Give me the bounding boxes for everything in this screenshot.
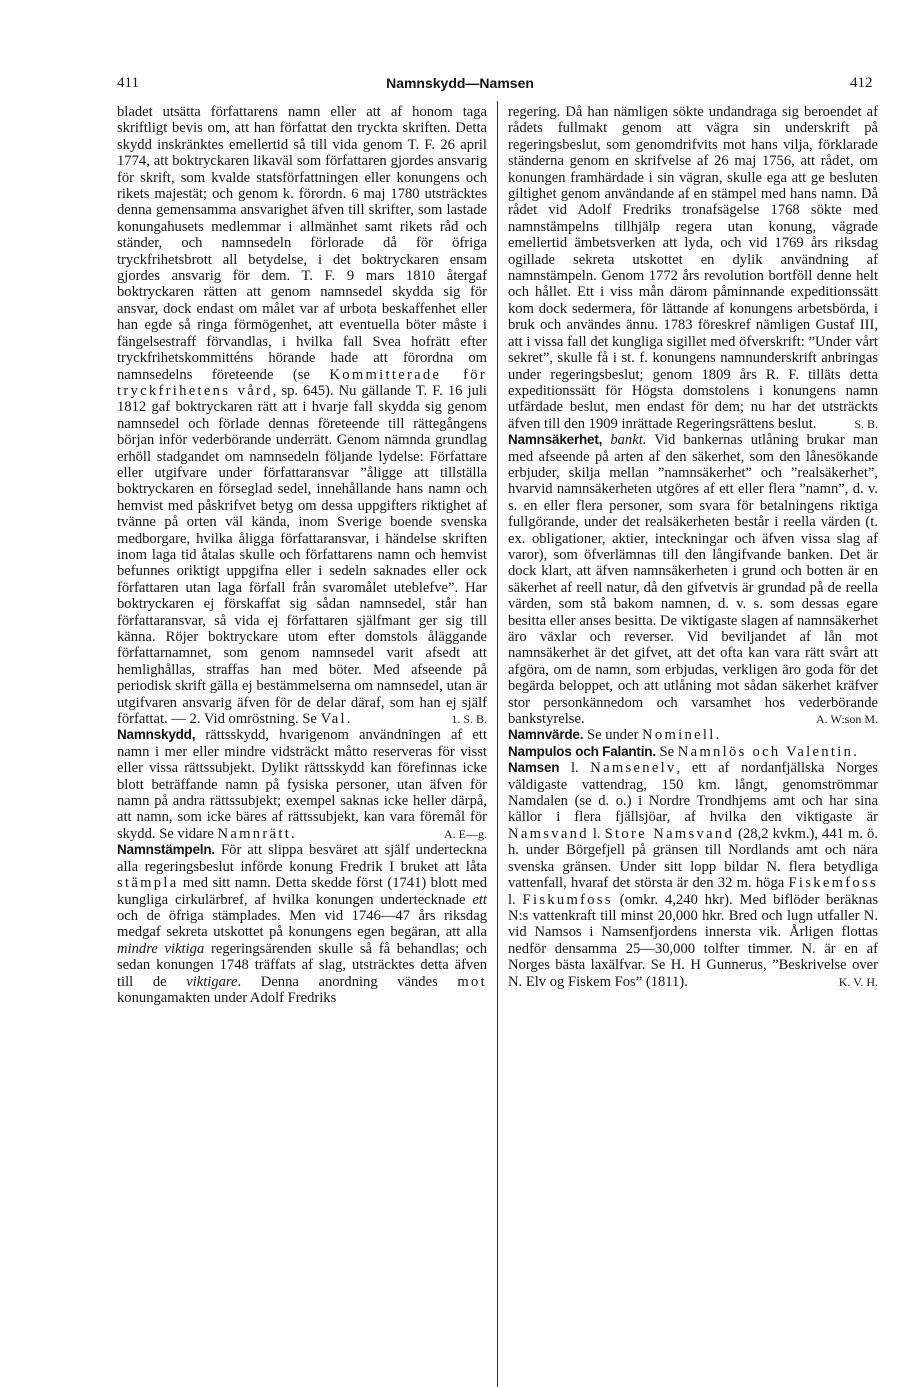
- entry-namnsedel-continued: bladet utsätta författarens namn eller att af honom taga skriftligt bevis om, att han författat den tryckta skriften. Detta skydd inskränktes emellertid så till vida genom T. F. 26 april 1774, att boktryckaren likaväl som författaren gjordes ansvarig för skrift, som kvalde statsförfattningen eller konungens och rikets majestät; och genom k. förordn. 6 maj 1780 utsträcktes denna gemensamma ansvarighet äfven till skrifter, som lastade konungahusets medlemmar i allmänhet samt rikets råd och ständer, och namnsedeln förlorade då för öfriga tryckfrihetsbrott all betydelse, i det boktryckaren ensam gjordes ansvarig för dem. T. F. 9 mars 1810 återgaf boktryckaren rätten att genom namnsedel skydda sig för ansvar, dock endast om målet var af urbota beskaffenhet eller han egde så ringa förmögenhet, att eventuella böter måste i fängelsestraff förvandlas, i hvilka fall Svea hofrätt efter tryckfrihetskommitténs hörande hade att förordna om namnsedelns företeende (se Kommitterade för tryckfrihetens vård, sp. 645). Nu gällande T. F. 16 juli 1812 gaf boktryckaren rätt att i hvarje fall skydda sig genom namnsedel och förlade dennas företeende till rättegångens början inför vederbörande underrätt. Genom nämnda grundlag erhöll stadgandet om namnsedeln följande lydelse: Författare eller utgifvare under författaransvar ”åligge att tillställa boktryckaren en förseglad sedel, innehållande hans namn och hemvist med påskrifvet betyg om dessa uppgifters riktighet af tvänne på orten väl kända, inom Sverige boende svenska medborgare, hvilka åligga författaransvar, i händelse skriften inom laga tid åtalas skulle och författarens namn och hemvist befunnes oriktigt uppgifna eller i sedeln saknades eller ock författaren utan laga förfall från svaromålet uteblefve”. Har boktryckaren ej förskaffat sig sådan namnsedel, står han författaransvar, så vida ej författaren själfmant ger sig till känna. Röjer boktryckare utom efter domstols åläggande författarnamnet, som genom namnsedel varit afsedt att hemlighållas, straffas han med böter. Med afseende på periodisk skrift gälla ej bestämmelserna om namnsedel, utan är utgifvaren ansvarig äfven för de delar däraf, som han ej själf författat. — 2. Vid omröstning. Se Val. 1. S. B.: [117, 104, 487, 728]
- left-column: [117, 104, 487, 1006]
- entry-namnstampeln-continued: regering. Då han nämligen sökte undandraga sig beroendet af rådets fullmakt genom att vägra sin underskrift på regeringsbeslut, som genomdrifvits mot hans vilja, förklarade ständerna genom en skrifvelse af 26 maj 1756, att rådet, om konungen framhärdade i sin vägran, skulle ega att ge besluten giltighet genom användande af en stämpel med hans namn. Då rådet vid Adolf Fredriks tronafsägelse 1768 sökte med namnstämpelns tillhjälp regera utan konung, vägrade emellertid ämbetsverken att lyda, och vid 1769 års riksdag ogillade sekreta utskottet en dylik användning af namnstämpeln. Genom 1772 års revolution bortföll denne helt och hållet. Ett i viss mån därom påminnande expeditionssätt kom dock sedermera, för lättande af konungens arbetsbörda, i bruk och användes ännu. 1783 föreskref nämligen Gustaf III, att i vissa fall det kungliga sigillet med öfverskrift: ”Under vårt sekret”, skulle få i st. f. konungens namnunderskrift anbringas under regeringsbeslut; genom 1809 års R. F. tilläts detta expeditionssätt för Högsta domstolens i konungens namn utfärdade beslut, men endast för dem; nu har det utsträckts äfven till den 1909 inrättade Regeringsrättens beslut. S. B.: [508, 104, 878, 432]
- signature: K. V. H.: [838, 974, 878, 989]
- headword: Namsen: [508, 760, 560, 776]
- headword: Namnsäkerhet,: [508, 432, 603, 448]
- entry-namnskydd: Namnskydd, rättsskydd, hvarigenom användningen af ett namn i mer eller mindre vidsträckt måtto reserveras för visst eller vissa rättssubjekt. Dylikt rättsskydd kan förefinnas icke blott beträffande namn på fysiska personer, utan äfven för namn på andra rättssubjekt; exempel saknas icke heller därpå, att namn, som icke bäres af rättssubjekt, kan vara föremål för skydd. Se vidare Namnrätt. A. E—g.: [117, 727, 487, 842]
- headword: Namnskydd,: [117, 727, 196, 743]
- page-number-left: 411: [117, 75, 139, 91]
- headword: Nampulos och Falantin.: [508, 743, 656, 759]
- right-column: [508, 104, 878, 990]
- entry-namsen: Namsen l. Namsenelv, ett af nordanfjällska Norges väldigaste vattendrag, 150 km. långt, genomströmmar Namdalen (se d. o.) i Nordre Trondhjems amt och har sina källor i flera fjällsjöar, af hvilka den viktigaste är Namsvand l. Store Namsvand (28,2 kvkm.), 441 m. ö. h. under Börgefjell på gränsen till Nordlands amt och nära svenska gränsen. Under sitt lopp bildar N. flera betydliga vattenfall, hvaraf det största är den 32 m. höga Fiskemfoss l. Fiskumfoss (omkr. 4,240 hkr). Med biflöder beräknas N:s vattenkraft till minst 20,000 hkr. Bred och lugn utfaller N. vid Namsos i Namsenfjordens innersta vik. Årligen flottas nedför densamma 25—30,000 tolfter timmer. N. är en af Norges bästa laxälfvar. Se H. H Gunnerus, ”Beskrivelse over N. Elv og Fiskem Fos” (1811). K. V. H.: [508, 760, 878, 990]
- signature: A. E—g.: [444, 826, 487, 841]
- signature: A. W:son M.: [815, 712, 878, 727]
- headword: Namnstämpeln.: [117, 842, 215, 858]
- entry-namnvarde: Namnvärde. Se under Nominell.: [508, 727, 720, 744]
- signature: 1. S. B.: [451, 712, 487, 727]
- running-title: Namnskydd—Namsen: [386, 75, 534, 91]
- signature: S. B.: [854, 416, 878, 431]
- entry-nampulos-och-falantin: Nampulos och Falantin. Se Namnlös och Valentin.: [508, 743, 857, 760]
- page-number-right: 412: [850, 75, 873, 91]
- entry-namnstampeln: Namnstämpeln. För att slippa besväret att själf underteckna alla regeringsbeslut införde konung Fredrik I bruket att låta stämpla med sitt namn. Detta skedde först (1741) blott med kungliga cirkulärbref, af hvilka konungen undertecknade ett och de öfriga stämplades. Men vid 1746—47 års riksdag medgaf sekreta utskottet på konungens egen begäran, att alla mindre viktiga regeringsärenden skulle så få behandlas; och sedan konungen 1748 träffats af slag, utsträcktes detta äfven till de viktigare. Denna anordning vändes mot konungamakten under Adolf Fredriks: [117, 842, 488, 1006]
- column-divider: [497, 101, 498, 1387]
- headword: Namnvärde.: [508, 727, 584, 743]
- entry-namnsakerhet: Namnsäkerhet, bankt. Vid bankernas utlåning brukar man med afseende på arten af den säkerhet, som den lånesökande erbjuder, skilja mellan ”namnsäkerhet” och ”realsäkerhet”, hvarvid namnsäkerheten utgöres af ett eller flera ”namn”, d. v. s. en eller flera personer, som svara för betalningens riktiga fullgörande, under det realsäkerheten består i reella värden (t. ex. obligationer, aktier, inteckningar och äfven vissa slag af varor), som öfverlämnas till den långifvande banken. Det är dock klart, att äfven namnsäkerheten i grund och botten är en säkerhet af reell natur, då den gifvetvis är grundad på de reella värden, som stå bakom namnen, d. v. s. som dessas egare besitta eller anses besitta. De viktigaste slagen af namnsäkerhet äro växlar och reverser. Vid beviljandet af lån mot namnsäkerhet är det gifvet, att det ofta kan vara rätt svårt att afgöra, om de namn, som erbjudas, verkligen äro goda för det begärda beloppet, och att utlåning mot sådan säkerhet kräfver stor personkännedom och varsamhet hos vederbörande bankstyrelse. A. W:son M.: [508, 432, 878, 728]
